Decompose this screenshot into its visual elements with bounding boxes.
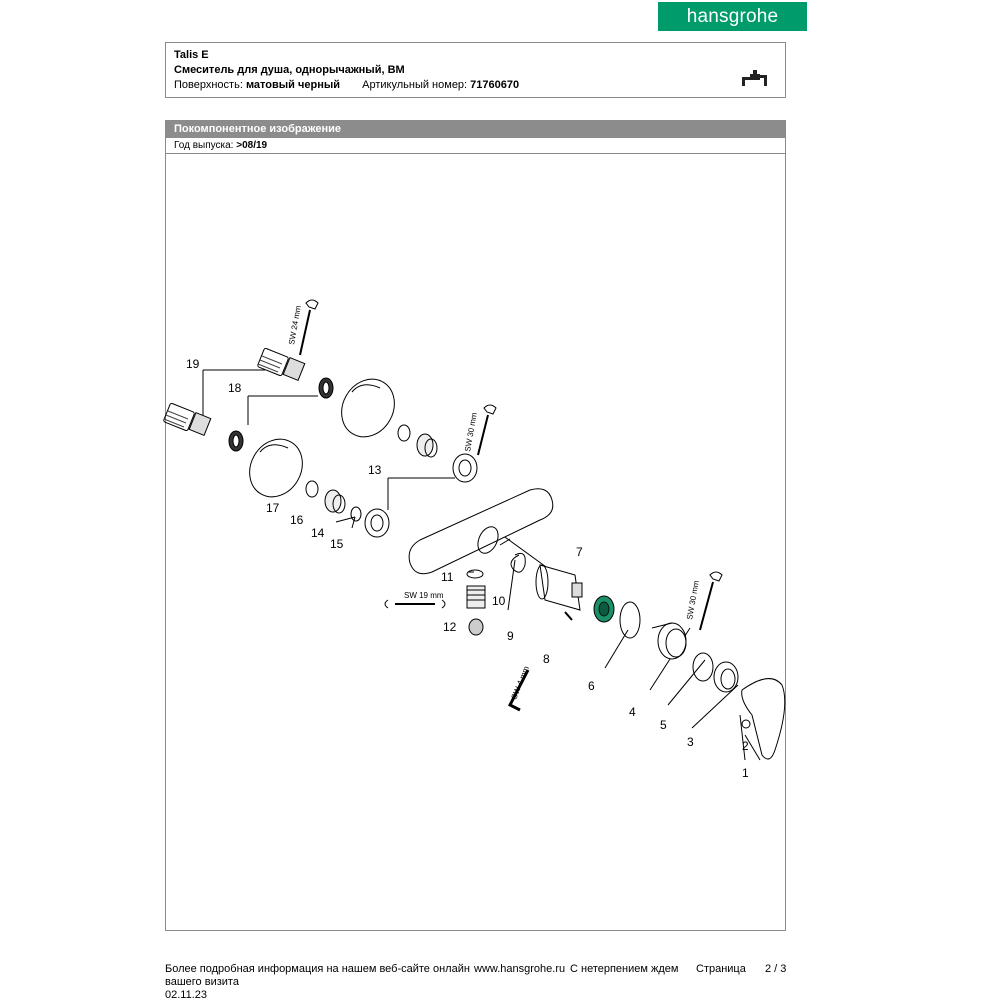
section-title: Покомпонентное изображение [166, 121, 785, 138]
label-6: 6 [588, 679, 595, 693]
footer-wait-2: вашего визита [165, 976, 239, 988]
label-18: 18 [228, 381, 242, 395]
part-11-ring [467, 570, 483, 578]
label-1: 1 [742, 766, 749, 780]
label-9: 9 [507, 629, 514, 643]
product-name: Talis E [174, 49, 209, 61]
part-15-oring [351, 507, 361, 521]
tool-label-sw4: SW 4 mm [509, 664, 532, 701]
part-2-cap [742, 720, 750, 728]
label-12: 12 [443, 620, 457, 634]
article-value: 71760670 [470, 79, 520, 91]
tool-label-sw30b: SW 30 mm [685, 579, 701, 621]
label-5: 5 [660, 718, 667, 732]
mixer-body [409, 489, 553, 574]
article-label: Артикульный номер: [362, 79, 468, 91]
label-2: 2 [742, 739, 749, 753]
part-5-ring [693, 653, 713, 681]
footer-wait: С нетерпением ждем [570, 963, 679, 975]
wrench-sw30a [478, 405, 496, 455]
part-6-oring [620, 602, 640, 638]
footer-url[interactable]: www.hansgrohe.ru [474, 963, 566, 975]
surface-value: матовый черный [245, 79, 341, 91]
label-16: 16 [290, 513, 304, 527]
tool-label-sw30a: SW 30 mm [463, 411, 479, 453]
part-13-nut [365, 509, 389, 537]
rosette-upper [331, 370, 404, 447]
footer-page-value: 2 / 3 [765, 963, 787, 975]
part-9-clip [511, 553, 525, 572]
wrench-sw30b [700, 572, 722, 630]
label-11: 11 [441, 570, 454, 584]
ring-upper [398, 425, 410, 441]
footer-info: Более подробная информация на нашем веб-сайте онлайн [165, 963, 470, 975]
product-description: Смеситель для душа, однорычажный, ВМ [174, 64, 405, 76]
part-8-screw [565, 612, 572, 620]
wrench-sw24 [300, 300, 318, 355]
part-16-ring [306, 481, 318, 497]
year-value: >08/19 [236, 140, 268, 151]
label-4: 4 [629, 705, 636, 719]
label-14: 14 [311, 526, 325, 540]
highlighted-retaining-nut [594, 596, 614, 622]
tool-label-sw24: SW 24 mm [287, 304, 303, 346]
footer-date: 02.11.23 [165, 989, 208, 1001]
label-15: 15 [330, 537, 344, 551]
part-4-sleeve [658, 623, 686, 659]
tool-label-sw19: SW 19 mm [404, 591, 444, 600]
part-12-valve [469, 619, 483, 635]
year-label: Год выпуска: [174, 140, 234, 151]
nut-upper [453, 454, 477, 482]
hansgrohe-logo: hansgrohe [658, 2, 807, 31]
surface-label: Поверхность: [174, 79, 243, 91]
label-13: 13 [368, 463, 382, 477]
label-10: 10 [492, 594, 506, 608]
part-10-nipple [467, 586, 485, 608]
label-8: 8 [543, 652, 550, 666]
wrench-sw19 [385, 600, 445, 608]
footer-page-label: Страница [696, 963, 746, 975]
label-3: 3 [687, 735, 694, 749]
label-17: 17 [266, 501, 280, 515]
part-17-rosette [239, 430, 312, 507]
label-19: 19 [186, 357, 200, 371]
label-7: 7 [576, 545, 583, 559]
